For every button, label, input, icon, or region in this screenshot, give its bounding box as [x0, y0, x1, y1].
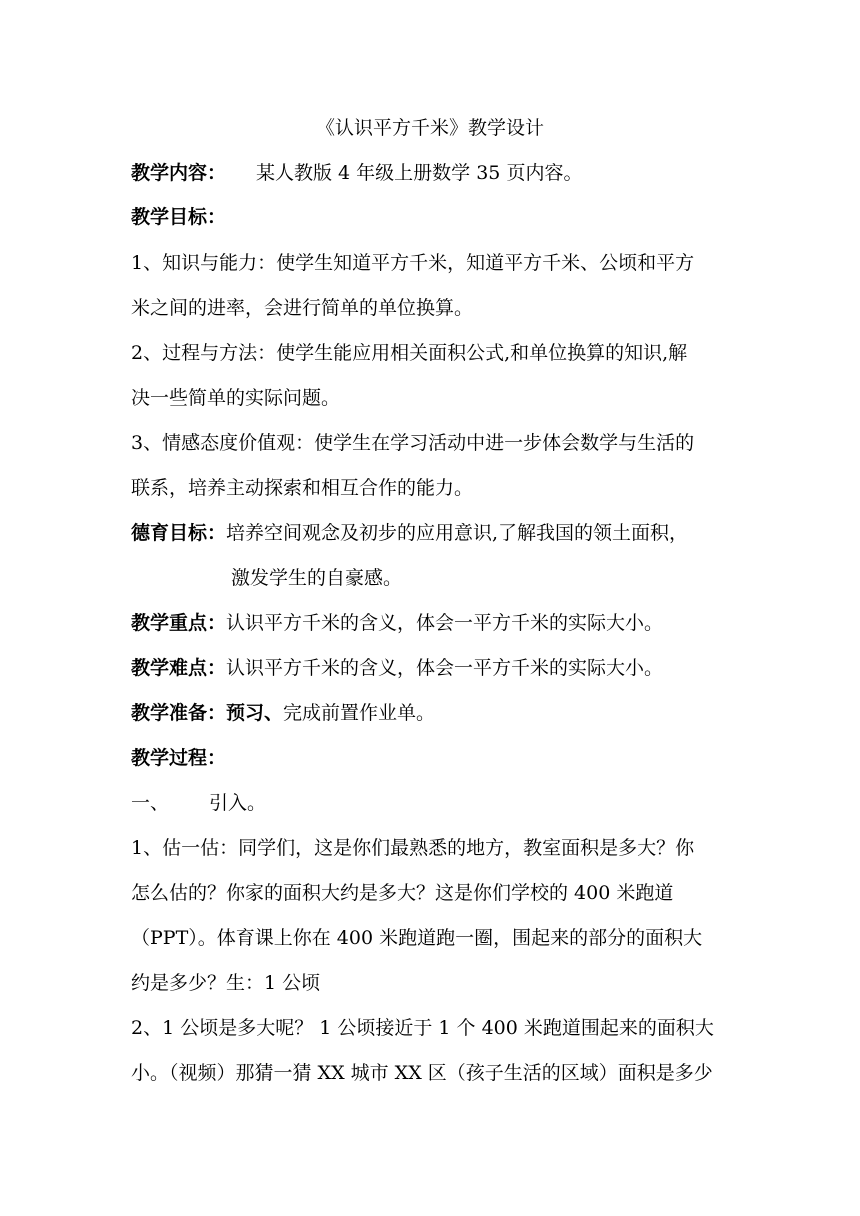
goal2-line1: 2、过程与方法：使学生能应用相关面积公式,和单位换算的知识,解 [131, 342, 688, 364]
preparation-bold-text: 预习、 [226, 702, 284, 724]
preparation-label: 教学准备： [131, 702, 227, 724]
step1-line3: （PPT）。体育课上你在 400 米跑道跑一圈，围起来的部分的面积大 [131, 927, 703, 949]
goal1-line1: 1、知识与能力：使学生知道平方千米，知道平方千米、公顷和平方 [131, 252, 695, 274]
difficulty-label: 教学难点： [131, 657, 227, 679]
moral-goal [131, 519, 751, 547]
key-point [131, 609, 751, 637]
difficulty [131, 654, 751, 682]
goals-label: 教学目标： [131, 206, 227, 228]
goal3-line1: 3、情感态度价值观：使学生在学习活动中进一步体会数学与生活的 [131, 432, 695, 454]
section1-heading [131, 789, 751, 817]
moral-goal-line2: 激发学生的自豪感。 [231, 567, 403, 589]
goal3-line2: 联系，培养主动探索和相互合作的能力。 [131, 477, 474, 499]
key-point-label: 教学重点： [131, 612, 227, 634]
section1-text: 引入。 [209, 792, 267, 814]
teaching-content-text: 某人教版 4 年级上册数学 35 页内容。 [256, 162, 583, 184]
preparation [131, 699, 751, 727]
teaching-content-label: 教学内容： [131, 162, 227, 184]
moral-goal-text: 培养空间观念及初步的应用意识,了解我国的领土面积， [226, 522, 689, 544]
goal1-line2: 米之间的进率，会进行简单的单位换算。 [131, 297, 474, 319]
step2-line2: 小。（视频）那猜一猜 XX 城市 XX 区（孩子生活的区域）面积是多少 [131, 1062, 713, 1084]
section1-number: 一、 [131, 792, 170, 814]
step1-line4: 约是多少？生：1 公顷 [131, 972, 321, 994]
preparation-text: 完成前置作业单。 [283, 702, 436, 724]
step1-line2: 怎么估的？你家的面积大约是多大？这是你们学校的 400 米跑道 [131, 882, 674, 904]
document-title: 《认识平方千米》教学设计 [315, 117, 544, 139]
goal2-line2: 决一些简单的实际问题。 [131, 387, 341, 409]
difficulty-text: 认识平方千米的含义，体会一平方千米的实际大小。 [226, 657, 664, 679]
key-point-text: 认识平方千米的含义，体会一平方千米的实际大小。 [226, 612, 664, 634]
step2-line1: 2、1 公顷是多大呢？ 1 公顷接近于 1 个 400 米跑道围起来的面积大 [131, 1017, 714, 1039]
step1-line1: 1、估一估：同学们，这是你们最熟悉的地方，教室面积是多大？你 [131, 837, 695, 859]
teaching-content [131, 159, 751, 187]
moral-goal-label: 德育目标： [131, 522, 227, 544]
process-label: 教学过程： [131, 747, 227, 769]
